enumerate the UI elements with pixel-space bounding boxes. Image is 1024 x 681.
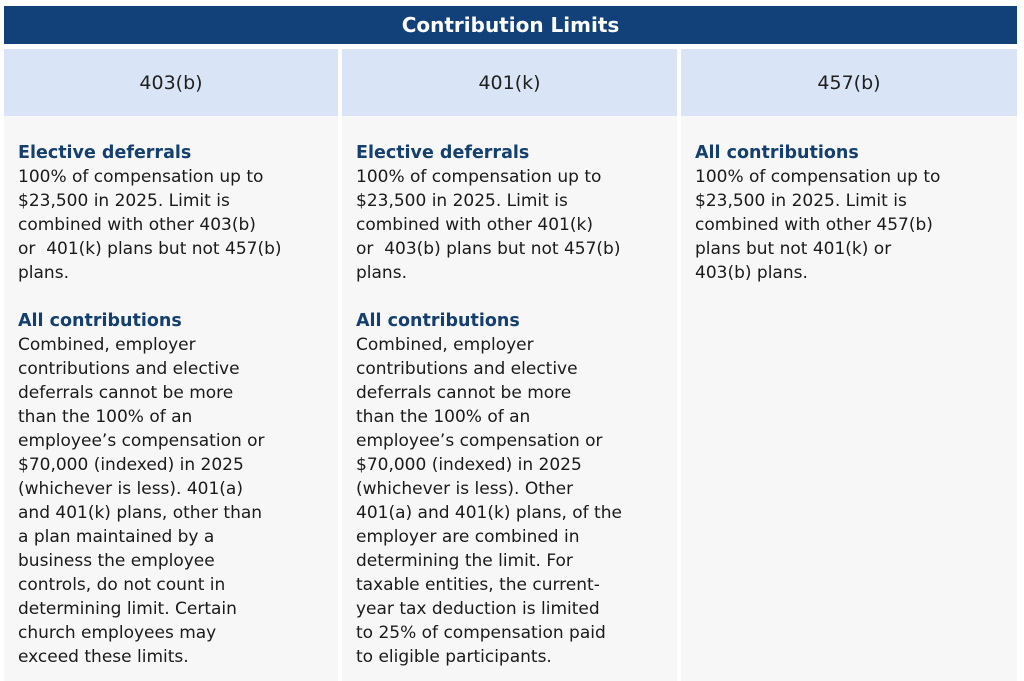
text-line: 100% of compensation up to (356, 167, 602, 187)
text-line: 100% of compensation up to (695, 167, 941, 187)
text-line: (whichever is less). 401(a) (18, 479, 243, 499)
text-line: than the 100% of an (356, 407, 531, 427)
column-header-401k: 401(k) (342, 49, 677, 116)
section-all-contributions (695, 141, 1017, 285)
text-line: determining limit. Certain (18, 599, 237, 619)
text-line: deferrals cannot be more (18, 383, 234, 403)
text-line: employee’s compensation or (18, 431, 265, 451)
section-all-contributions (18, 309, 338, 669)
text-line: 401(a) and 401(k) plans, of the (356, 503, 622, 523)
text-line: a plan maintained by a (18, 527, 215, 547)
section-elective-deferrals (356, 141, 677, 285)
section-heading: All contributions (356, 311, 520, 331)
text-line: or 403(b) plans but not 457(b) (356, 239, 621, 259)
text-line: combined with other 403(b) (18, 215, 256, 235)
table-title: Contribution Limits (4, 6, 1017, 44)
column-body-403b (4, 116, 338, 681)
text-line: $23,500 in 2025. Limit is (18, 191, 230, 211)
text-line: than the 100% of an (18, 407, 193, 427)
text-line: or 401(k) plans but not 457(b) (18, 239, 282, 259)
text-line: 403(b) plans. (695, 263, 808, 283)
section-elective-deferrals (18, 141, 338, 285)
section-heading: Elective deferrals (356, 143, 530, 163)
text-line: combined with other 457(b) (695, 215, 933, 235)
section-heading: All contributions (18, 311, 182, 331)
text-line: controls, do not count in (18, 575, 226, 595)
column-header-403b: 403(b) (4, 49, 338, 116)
column-body-401k (342, 116, 677, 681)
text-line: church employees may (18, 623, 217, 643)
text-line: contributions and elective (356, 359, 578, 379)
column-body-457b (681, 116, 1017, 681)
text-line: deferrals cannot be more (356, 383, 572, 403)
text-line: 100% of compensation up to (18, 167, 264, 187)
text-line: year tax deduction is limited (356, 599, 600, 619)
section-all-contributions (356, 309, 677, 669)
text-line: (whichever is less). Other (356, 479, 574, 499)
text-line: to 25% of compensation paid (356, 623, 606, 643)
text-line: Combined, employer (18, 335, 196, 355)
text-line: and 401(k) plans, other than (18, 503, 263, 523)
text-line: taxable entities, the current- (356, 575, 600, 595)
text-line: Combined, employer (356, 335, 534, 355)
text-line: employee’s compensation or (356, 431, 603, 451)
column-header-457b: 457(b) (681, 49, 1017, 116)
text-line: $70,000 (indexed) in 2025 (18, 455, 244, 475)
text-line: contributions and elective (18, 359, 240, 379)
text-line: to eligible participants. (356, 647, 552, 667)
text-line: employer are combined in (356, 527, 580, 547)
section-heading: All contributions (695, 143, 859, 163)
text-line: business the employee (18, 551, 215, 571)
section-heading: Elective deferrals (18, 143, 192, 163)
text-line: exceed these limits. (18, 647, 189, 667)
text-line: $23,500 in 2025. Limit is (356, 191, 568, 211)
text-line: $70,000 (indexed) in 2025 (356, 455, 582, 475)
text-line: $23,500 in 2025. Limit is (695, 191, 907, 211)
text-line: plans. (356, 263, 407, 283)
text-line: combined with other 401(k) (356, 215, 593, 235)
text-line: determining the limit. For (356, 551, 573, 571)
text-line: plans but not 401(k) or (695, 239, 892, 259)
text-line: plans. (18, 263, 69, 283)
